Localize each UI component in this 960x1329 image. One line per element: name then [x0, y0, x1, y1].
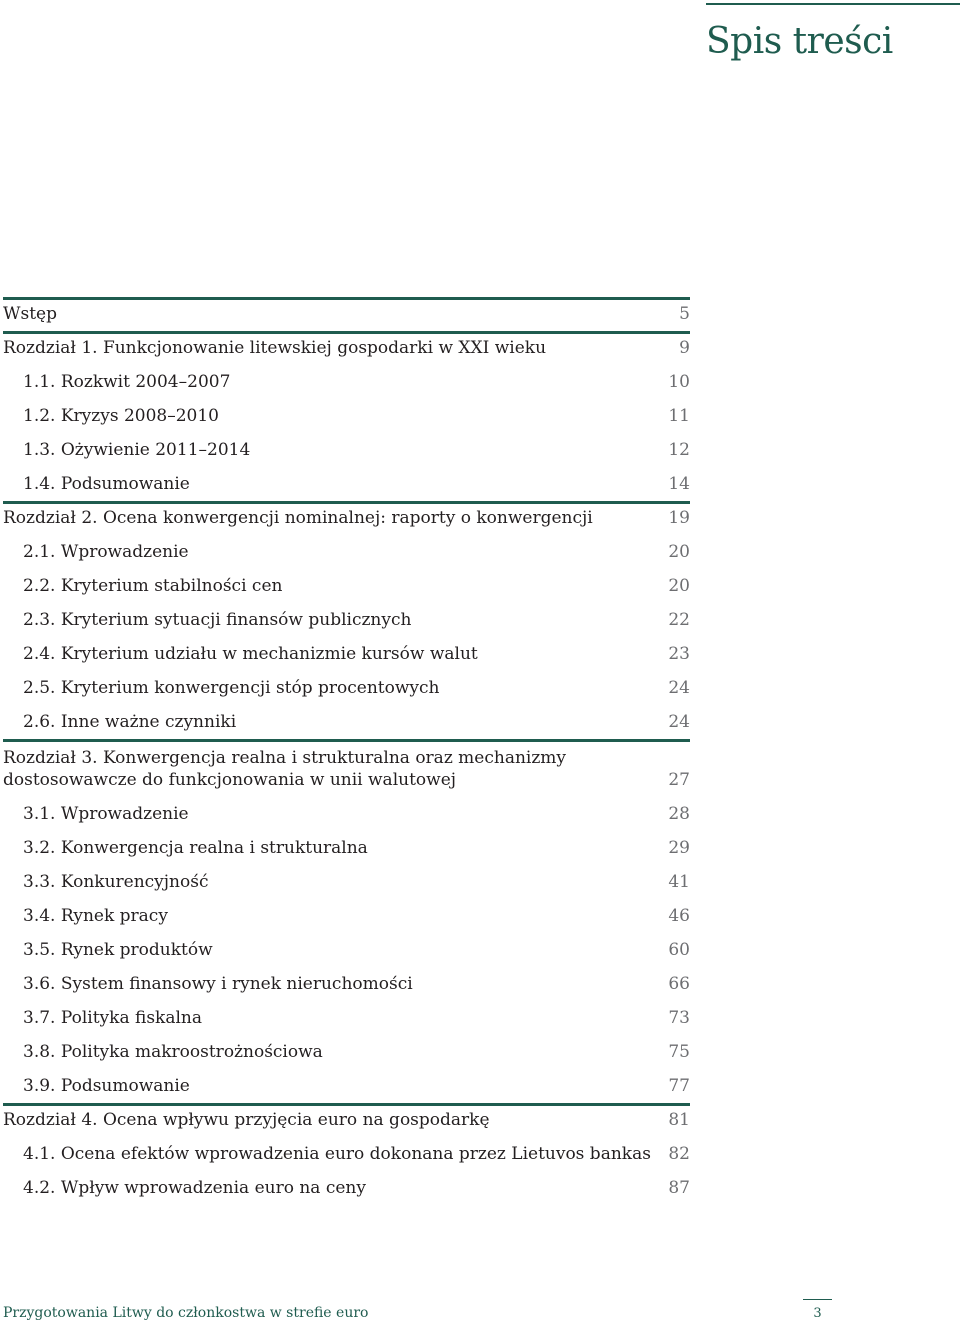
toc-section-entry[interactable]	[3, 365, 690, 399]
toc-entry-label: 2.3. Kryterium sytuacji finansów publicznych	[23, 610, 412, 630]
toc-entry-page-number: 24	[668, 678, 690, 698]
toc-section-entry[interactable]	[3, 831, 690, 865]
toc-entry-label: 2.6. Inne ważne czynniki	[23, 712, 237, 732]
toc-section-entry[interactable]	[3, 705, 690, 739]
toc-entry-label: 3.5. Rynek produktów	[23, 940, 213, 960]
toc-entry-label: 2.5. Kryterium konwergencji stóp procentowych	[23, 678, 440, 698]
footer-page-number: 3	[813, 1306, 822, 1321]
toc-entry-page-number: 27	[668, 770, 690, 790]
footer-publication-title: Przygotowania Litwy do członkostwa w strefie euro	[3, 1305, 369, 1321]
toc-entry-label: 3.4. Rynek pracy	[23, 906, 168, 926]
toc-entry-page-number: 75	[668, 1042, 690, 1062]
toc-entry-page-number: 82	[668, 1144, 690, 1164]
toc-entry-label: 3.6. System finansowy i rynek nieruchomości	[23, 974, 413, 994]
toc-section-entry[interactable]	[3, 899, 690, 933]
toc-entry-label: 1.3. Ożywienie 2011–2014	[23, 440, 251, 460]
toc-entry-label: Rozdział 1. Funkcjonowanie litewskiej gospodarki w XXI wieku	[3, 338, 547, 358]
toc-section-entry[interactable]	[3, 433, 690, 467]
toc-section-entry[interactable]	[3, 797, 690, 831]
toc-entry-page-number: 28	[668, 804, 690, 824]
toc-entry-label: 1.2. Kryzys 2008–2010	[23, 406, 219, 426]
toc-section-entry[interactable]	[3, 569, 690, 603]
toc-chapter-entry[interactable]	[3, 739, 690, 797]
toc-chapter-entry[interactable]	[3, 1103, 690, 1137]
toc-section-entry[interactable]	[3, 637, 690, 671]
toc-entry-page-number: 12	[668, 440, 690, 460]
toc-entry-page-number: 41	[668, 872, 690, 892]
toc-entry-page-number: 29	[668, 838, 690, 858]
toc-entry-label: 3.1. Wprowadzenie	[23, 804, 189, 824]
toc-entry-page-number: 23	[668, 644, 690, 664]
toc-entry-label: Rozdział 2. Ocena konwergencji nominalnej: raporty o konwergencji	[3, 508, 593, 528]
toc-entry-page-number: 20	[668, 576, 690, 596]
toc-entry-label: Rozdział 3. Konwergencja realna i strukturalna oraz mechanizmy dostosowawcze do funkcjonowania w unii walutowej	[3, 748, 567, 790]
toc-entry-page-number: 77	[668, 1076, 690, 1096]
toc-entry-page-number: 46	[668, 906, 690, 926]
toc-section-entry[interactable]	[3, 1001, 690, 1035]
toc-entry-page-number: 19	[668, 508, 690, 528]
toc-entry-label: 4.2. Wpływ wprowadzenia euro na ceny	[23, 1178, 366, 1198]
toc-chapter-entry[interactable]	[3, 331, 690, 365]
toc-section-entry[interactable]	[3, 933, 690, 967]
toc-entry-label: 2.1. Wprowadzenie	[23, 542, 189, 562]
toc-entry-page-number: 14	[668, 474, 690, 494]
title-rule	[706, 3, 960, 5]
toc-entry-page-number: 11	[668, 406, 690, 426]
footer-page-rule	[803, 1299, 832, 1300]
toc-entry-page-number: 60	[668, 940, 690, 960]
toc-entry-label: 3.9. Podsumowanie	[23, 1076, 190, 1096]
toc-section-entry[interactable]	[3, 1137, 690, 1171]
toc-entry-label: 3.3. Konkurencyjność	[23, 872, 209, 892]
toc-entry-page-number: 5	[679, 304, 690, 324]
toc-section-entry[interactable]	[3, 865, 690, 899]
toc-entry-label: 4.1. Ocena efektów wprowadzenia euro dokonana przez Lietuvos bankas	[23, 1144, 651, 1164]
toc-section-entry[interactable]	[3, 1069, 690, 1103]
toc-entry-label: 1.1. Rozkwit 2004–2007	[23, 372, 231, 392]
toc-section-entry[interactable]	[3, 1171, 690, 1205]
toc-section-entry[interactable]	[3, 399, 690, 433]
toc-entry-label: 3.8. Polityka makroostrożnościowa	[23, 1042, 323, 1062]
toc-entry-label: Wstęp	[3, 304, 57, 324]
toc-section-entry[interactable]	[3, 467, 690, 501]
toc-entry-page-number: 10	[668, 372, 690, 392]
page-title: Spis treści	[706, 21, 893, 62]
toc-entry-label: Rozdział 4. Ocena wpływu przyjęcia euro na gospodarkę	[3, 1110, 490, 1130]
toc-entry-label: 2.4. Kryterium udziału w mechanizmie kursów walut	[23, 644, 478, 664]
toc-entry-label: 3.7. Polityka fiskalna	[23, 1008, 202, 1028]
toc-section-entry[interactable]	[3, 671, 690, 705]
toc-entry-page-number: 81	[668, 1110, 690, 1130]
toc-entry-page-number: 66	[668, 974, 690, 994]
toc-section-entry[interactable]	[3, 967, 690, 1001]
toc-section-entry[interactable]	[3, 603, 690, 637]
toc-entry-label: 1.4. Podsumowanie	[23, 474, 190, 494]
table-of-contents	[3, 297, 690, 1205]
toc-entry-page-number: 20	[668, 542, 690, 562]
toc-entry-page-number: 22	[668, 610, 690, 630]
toc-entry-page-number: 24	[668, 712, 690, 732]
toc-entry-page-number: 9	[679, 338, 690, 358]
toc-entry-label: 3.2. Konwergencja realna i strukturalna	[23, 838, 368, 858]
toc-entry-label: 2.2. Kryterium stabilności cen	[23, 576, 283, 596]
toc-entry-page-number: 87	[668, 1178, 690, 1198]
toc-chapter-entry[interactable]	[3, 501, 690, 535]
toc-entry-page-number: 73	[668, 1008, 690, 1028]
toc-chapter-entry[interactable]	[3, 297, 690, 331]
toc-section-entry[interactable]	[3, 535, 690, 569]
toc-section-entry[interactable]	[3, 1035, 690, 1069]
